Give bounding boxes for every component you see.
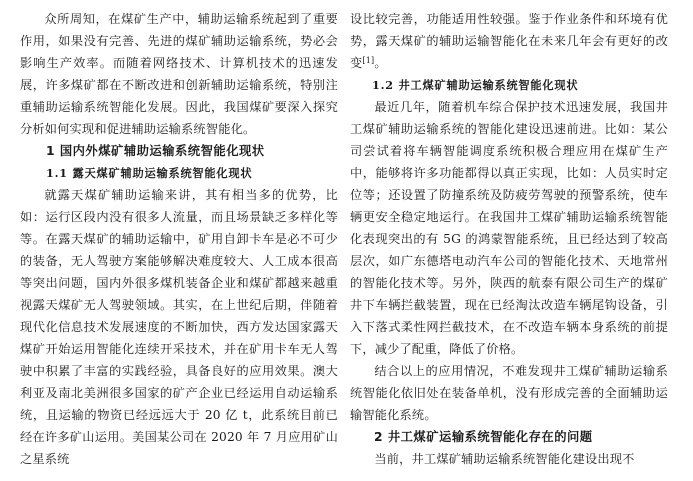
citation-1: [1]	[362, 56, 375, 65]
continued-text: 设比较完善，功能适用性较强。鉴于作业条件和环境有优势，露天煤矿的辅助运输智能化在未来几年会有更好的改变	[350, 12, 668, 70]
subsection-heading-1-2: 1.2 井工煤矿辅助运输系统智能化现状	[372, 78, 579, 92]
open-pit-paragraph: 就露天煤矿辅助运输来讲，其有相当多的优势，比如：运行区段内没有很多人流量，而且场景缺乏多样化等等。在露天煤矿的辅助运输中，矿用自卸卡车是必不可少的装备，无人驾驶方案能够解决难度较大、人工成本很高等突出问题，国内外很多煤机装备企业和煤矿都越来越重视露天煤矿无人驾驶领域。其实，在上世纪后期，伴随着现代化信息技术发展速度的不断加快，西方发达国家露天煤矿开始运用智能化连续开采技术，并在矿用卡车无人驾驶中积累了丰富的实践经验，具备良好的应用效果。澳大利亚及南北美洲很多国家的矿产企业已经运用自动运输系统，且运输的物资已经远远大于 20 亿 t，此系统目前已经在许多矿山运用。美国某公司在 2020 年 7 月应用矿山之星系统	[20, 188, 338, 466]
section-heading-1: 1 国内外煤矿辅助运输系统智能化现状	[46, 144, 265, 158]
subsection-heading-1-1: 1.1 露天煤矿辅助运输系统智能化现状	[46, 166, 253, 180]
summary-paragraph: 结合以上的应用情况，不难发现井工煤矿辅助运输系统智能化依旧处在装备单机，没有形成完善的全面辅助运输智能化系统。	[350, 364, 668, 422]
underground-paragraph: 最近几年，随着机车综合保护技术迅速发展，我国井工煤矿辅助运输系统的智能化建设迅速前进。比如：某公司尝试着将车辆智能调度系统积极合理应用在煤矿生产中，能够将许多功能都得以真正实现，比如：人员实时定位等；还设置了防撞系统及防疲劳驾驶的预警系统，使车辆更安全稳定地运行。在我国井工煤矿辅助运输系统智能化表现突出的有 5G 的鸿蒙智能系统，且已经达到了较高层次，如广东德塔电动汽车公司的智能化技术、天地常州的智能化技术等。另外，陕西的航泰有限公司生产的煤矿井下车辆拦截装置，现在已经淘汰改造车辆尾钩设备，引入下落式柔性网拦截技术，在不改造车辆本身系统的前提下，减少了配重，降低了价格。	[350, 100, 668, 356]
problems-paragraph: 当前，井工煤矿辅助运输系统智能化建设出现不	[374, 452, 635, 466]
continued-text-end: 。	[374, 56, 387, 70]
right-column	[350, 8, 668, 470]
intro-paragraph: 众所周知，在煤矿生产中，辅助运输系统起到了重要作用，如果没有完善、先进的煤矿辅助运输系统，势必会影响生产效率。而随着网络技术、计算机技术的迅速发展，许多煤矿都在不断改进和创新辅助运输系统，特别注重辅助运输系统智能化发展。因此，我国煤矿要深入探究分析如何实现和促进辅助运输系统智能化。	[20, 12, 338, 136]
left-column	[20, 8, 338, 470]
section-heading-2: 2 井工煤矿运输系统智能化存在的问题	[374, 430, 593, 444]
open-pit-paragraph-continued	[350, 8, 668, 74]
